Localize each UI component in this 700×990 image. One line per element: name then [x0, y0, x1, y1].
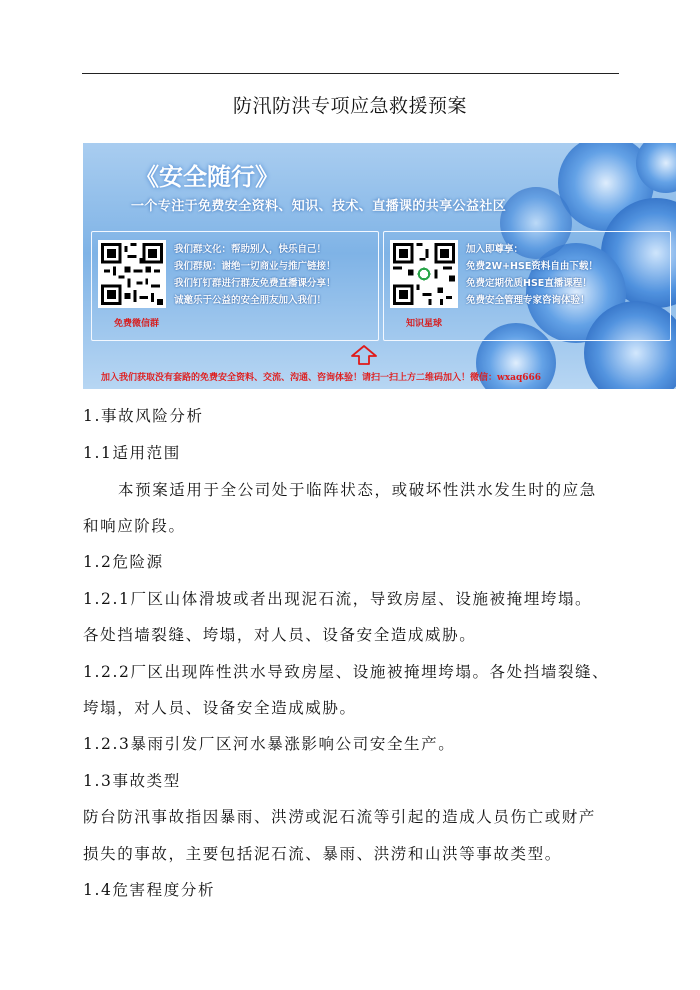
arrow-up-icon [351, 345, 377, 365]
paragraph-line: 各处挡墙裂缝、垮塌，对人员、设备安全造成威胁。 [83, 626, 477, 644]
subsection-heading: 1.1适用范围 [83, 444, 181, 462]
banner-title: 《安全随行》 [135, 163, 279, 191]
promo-banner[interactable] [83, 143, 676, 389]
knowledge-planet-panel[interactable] [383, 231, 671, 341]
header-rule [82, 73, 619, 74]
subsection-heading: 1.2危险源 [83, 553, 164, 571]
info-line: 免费安全管理专家咨询体验！ [466, 295, 590, 306]
info-line: 加入即尊享： [466, 244, 524, 255]
paragraph-line: 1.2.2厂区出现阵性洪水导致房屋、设施被掩埋垮塌。各处挡墙裂缝、 [83, 663, 610, 681]
info-line: 我们群文化：帮助别人，快乐自己！ [174, 244, 327, 255]
wechat-group-caption: 免费微信群 [114, 319, 160, 329]
paragraph-line: 本预案适用于全公司处于临阵状态，或破坏性洪水发生时的应急 [118, 481, 597, 499]
paragraph-line: 和响应阶段。 [83, 517, 186, 535]
subsection-heading: 1.4危害程度分析 [83, 881, 216, 899]
paragraph-line: 垮塌，对人员、设备安全造成威胁。 [83, 699, 357, 717]
knowledge-planet-info [466, 241, 598, 309]
knowledge-planet-qr-code[interactable] [390, 240, 458, 308]
info-line: 免费定期优质HSE直播课程！ [466, 278, 592, 289]
section-heading: 1.事故风险分析 [83, 407, 204, 425]
banner-call-to-action[interactable]: 加入我们获取没有套路的免费安全资料、交流、沟通、咨询体验！请扫一扫上方二维码加入！微信：wxaq666 [101, 373, 542, 383]
wechat-qr-code[interactable] [98, 240, 166, 308]
paragraph-line: 损失的事故，主要包括泥石流、暴雨、洪涝和山洪等事故类型。 [83, 845, 562, 863]
wechat-group-info [174, 241, 336, 309]
knowledge-planet-caption: 知识星球 [406, 319, 443, 329]
info-line: 免费2W+HSE资料自由下载！ [466, 261, 598, 272]
paragraph-line: 1.2.3暴雨引发厂区河水暴涨影响公司安全生产。 [83, 735, 456, 753]
banner-subtitle: 一个专注于免费安全资料、知识、技术、直播课的共享公益社区 [131, 199, 507, 214]
wechat-group-panel[interactable] [91, 231, 379, 341]
info-line: 我们钉钉群进行群友免费直播课分享！ [174, 278, 336, 289]
paragraph-line: 防台防汛事故指因暴雨、洪涝或泥石流等引起的造成人员伤亡或财产 [83, 808, 597, 826]
subsection-heading: 1.3事故类型 [83, 772, 181, 790]
document-title: 防汛防洪专项应急救援预案 [232, 95, 467, 117]
info-line: 诚邀乐于公益的安全朋友加入我们！ [174, 295, 327, 306]
paragraph-line: 1.2.1厂区山体滑坡或者出现泥石流，导致房屋、设施被掩埋垮塌。 [83, 590, 593, 608]
info-line: 我们群规：谢绝一切商业与推广链接！ [174, 261, 336, 272]
